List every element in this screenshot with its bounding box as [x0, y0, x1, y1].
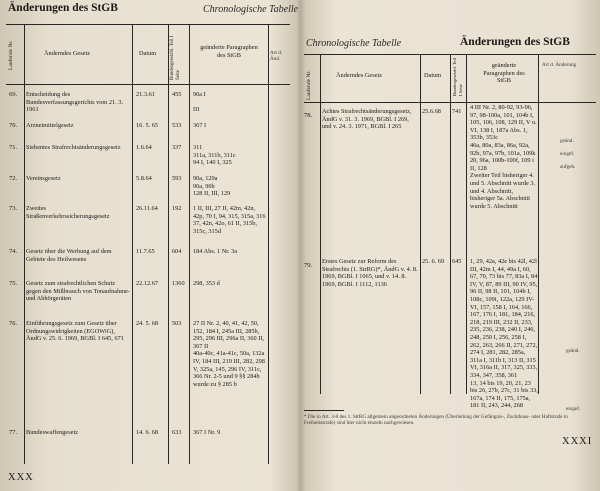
row-number: 74. [9, 248, 18, 255]
row-gesetz: Erstes Gesetz zur Reform des Strafrechts (1. StrRG)*, ÄndG v. 4. 8. 1969, BGBl. I 1065, und v. 14. 8. 1969, BGBl. I 1112, 1136 [322, 258, 418, 288]
row-gesetz: Achtes Strafrechtsänderungsgesetz, ÄndG v. 31. 3. 1969, BGBl. I 269, und v. 24. 3. 1971, BGBl. I 265 [322, 108, 412, 131]
column-header-art: Art d. Änd. [270, 50, 283, 63]
column-header-gesetz: Änderndes Gesetz [44, 50, 90, 57]
row-gesetz: Arzneimittelgesetz [26, 122, 74, 129]
row-paragraphen: 1 II, III, 27 II, 42m, 42n, 42p, 70 I, 94, 315, 315a, 316 37, 42n, 42o, 61 II, 315b, 315c, 315d [193, 205, 268, 235]
row-paragraphen: 1, 29, 42a, 42e bis 42l, 42l III, 42m I, 44, 49a I, 60, 67, 70, 73 bis 77, 83a I, 84 IV, V, 87, 89 III, 90 IV, 95, 96 II, 98 II, 101, 104b I, 108c, 109i, 122a, 129 IV-VI, 157, 158 I, 164, 166, 167, 176 I, 181, 184, 216, 218, 219 III, 232 II, 233, 235, 236, 238, 240 I, 246, 248, 250 I, 256, 258 I, 262, 263, 266 II, 271, 272, 274 I, 281, 282, 285a, 311a I, 311b I, 313 II, 315 VI, 316a II, 317, 325, 333, 334, 347, 358, 361 13, 14 bis 19, 20, 21, 23 bis 26, 27b, 27c, 31 bis 33, 167a, 174 II, 175, 175a, 181 II, 243, 244, 268 [470, 258, 538, 410]
column-header-lfd: Laufende Nr. [306, 70, 312, 100]
row-paragraphen: 4 III Nr. 2, 80-92, 93-96, 97, 98-100a, 101, 104b I, 105, 106, 108, 129 II, V u. VI, 138 I, 187a Abs. 1, 353b, 353c 46a, 80a, 83a, 86a, 92a, 92b, 97a, 97b, 101a, 109k 20, 96a, 100b-100f, 109 i II, 128 Zweiter Teil bisheriger 4. und 5. Abschnitt wurde 3. und 4. Abschnitt, bisheriger 5a. Abschnitt wurde 5. Abschnitt [470, 104, 537, 210]
row-paragraphen: 311 311a, 311b, 311c 94 I, 140 I, 325 [193, 144, 236, 167]
row-seite: 604 [172, 248, 182, 255]
row-datum: 14. 6. 68 [136, 429, 159, 436]
row-datum: 25. 6. 69 [422, 258, 445, 265]
row-number: 75. [9, 280, 18, 287]
row-gesetz: Vereinsgesetz [26, 175, 61, 182]
row-paragraphen: 27 II Nr. 2, 40, 41, 42, 50, 152, 184 I, 245a III, 285b, 295, 296 III, 296a II, 360 II, 367 II 40a-40c, 41a-41c, 50a, 132a IV, 184 III, 219 III, 282, 298 V, 325a, 145, 296 IV, 311c, 366 Nr. 2-5 und 9 §§ 284b wurde zu § 285 b [193, 320, 265, 388]
row-paragraphen: 90a I III [193, 91, 206, 114]
row-gesetz: Gesetz zum strafrechtlichen Schutz gegen den Mißbrauch von Tonaufnahme- und Abhörgeräten [26, 280, 131, 303]
row-number: 72. [9, 175, 18, 182]
row-number: 76. [9, 320, 18, 327]
row-art: geänd. eingef. [566, 348, 581, 412]
row-datum: 5.8.64 [136, 175, 152, 182]
row-seite: 503 [172, 320, 182, 327]
row-datum: 22.12.67 [136, 280, 159, 287]
right-page [300, 0, 600, 491]
row-seite: 741 [452, 108, 462, 115]
row-paragraphen: 367 I [193, 122, 207, 129]
row-paragraphen: 298, 353 d [193, 280, 220, 287]
footnote: * Die in Art. 3-8 des 1. StrRG allgemein angeordneten Änderungen (Überleitung der Gefängnis-, Zuchthaus- oder Haftstrafe in Freiheitsstrafe) sind hier nicht einzeln nachgewiesen. [304, 414, 568, 427]
column-header-paragraphen: geänderte Paragraphen des StGB [483, 62, 525, 85]
row-seite: 533 [172, 122, 182, 129]
row-seite: 633 [172, 429, 182, 436]
column-header-paragraphen: geänderte Paragraphen des StGB [200, 44, 258, 59]
row-paragraphen: 184 Abs. 1 Nr. 3a [193, 248, 238, 255]
row-number: 69. [9, 91, 18, 98]
row-datum: 25.6.68 [422, 108, 441, 115]
row-gesetz: Gesetz über die Werbung auf dem Gebiete des Heilwesens [26, 248, 112, 263]
row-gesetz: Einführungsgesetz zum Gesetz über Ordnungswidrigkeiten (EGOWiG), ÄndG v. 25. 6. 1969, BGBl. I 645, 671 [26, 320, 124, 343]
row-seite: 192 [172, 205, 182, 212]
page-number-right: XXXI [562, 436, 593, 447]
row-number: 70. [9, 122, 18, 129]
row-gesetz: Zweites Straßenverkehrssicherungsgesetz [26, 205, 110, 220]
row-gesetz: Siebentes Strafrechtsänderungsgesetz [26, 144, 121, 151]
row-datum: 1.6.64 [136, 144, 152, 151]
row-datum: 21.3.61 [136, 91, 155, 98]
row-art: geänd. eingef. aufgeh. [560, 138, 576, 170]
row-gesetz: Entscheidung des Bundesverfassungsgerichts vom 21. 3. 1961 [26, 91, 124, 114]
page-number-left: XXX [8, 472, 34, 483]
row-number: 73. [9, 205, 18, 212]
column-header-datum: Datum [139, 50, 157, 57]
row-datum: 16. 5. 65 [136, 122, 159, 129]
right-page-title: Änderungen des StGB [460, 36, 570, 48]
row-number: 79. [304, 262, 313, 269]
row-datum: 24. 5. 68 [136, 320, 159, 327]
left-page-running-head: Chronologische Tabelle [203, 4, 299, 15]
row-datum: 11.7.65 [136, 248, 155, 255]
left-page-title: Änderungen des StGB [8, 2, 118, 14]
column-header-gesetz: Änderndes Gesetz [336, 72, 382, 79]
row-seite: 645 [452, 258, 462, 265]
row-seite: 455 [172, 91, 182, 98]
column-header-lfd: Laufende Nr. [8, 40, 14, 70]
column-header-bgbl: Bundesgesetzbl. Teil I Seite [170, 35, 181, 80]
row-paragraphen: 367 I Nr. 9 [193, 429, 221, 436]
row-number: 77. [9, 429, 18, 436]
right-page-running-head: Chronologische Tabelle [306, 38, 402, 49]
column-header-bgbl: Bundesgesetzbl. Teil I Seite [452, 57, 463, 96]
row-paragraphen: 90a, 129a 90a, 90b 128 II, III, 129 [193, 175, 231, 198]
column-header-datum: Datum [424, 72, 442, 79]
row-seite: 1360 [172, 280, 185, 287]
row-datum: 26.11.64 [136, 205, 158, 212]
column-header-art: Art d. Änderung [542, 62, 577, 68]
row-seite: 337 [172, 144, 182, 151]
row-gesetz: Bundeswaffengesetz [26, 429, 78, 436]
row-number: 71. [9, 144, 18, 151]
left-page [0, 0, 299, 491]
row-seite: 593 [172, 175, 182, 182]
row-number: 78. [304, 112, 313, 119]
